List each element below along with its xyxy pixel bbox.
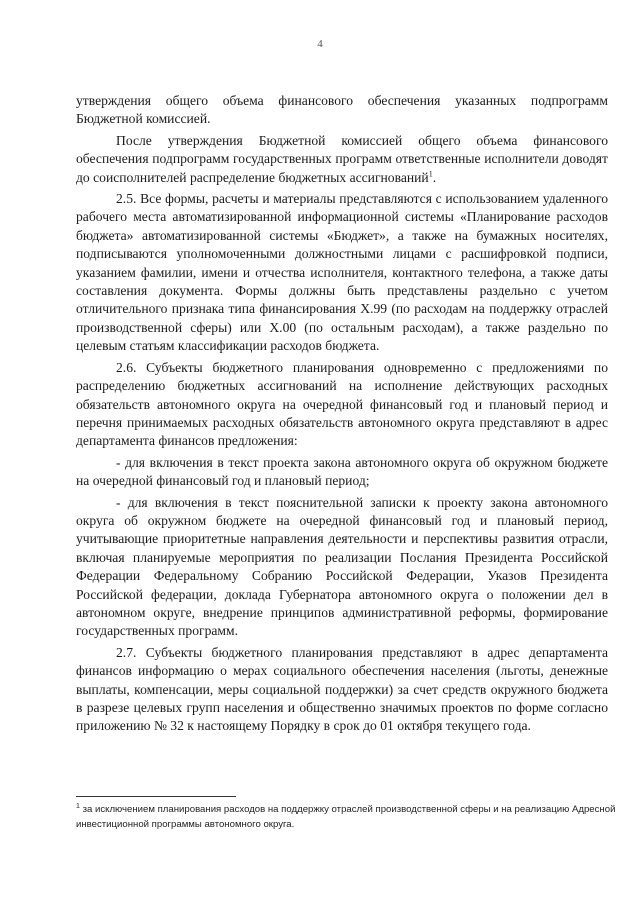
paragraph-2-6: 2.6. Субъекты бюджетного планирования одновременно с предложениями по распределению бюджетных ассигнований на исполнение действующих расходных обязательств автономного округа на очередной финансовый год и плановый период и перечня принимаемых расходных обязательств автономного округа представляют в адрес департамента финансов предложения: [76, 359, 608, 449]
footnote-reference[interactable]: 1 [428, 169, 433, 179]
list-item-law-draft: - для включения в текст проекта закона автономного округа об окружном бюджете на очередной финансовый год и плановый период; [76, 454, 608, 489]
document-body [76, 92, 608, 739]
paragraph-budget-commission: После утверждения Бюджетной комиссией общего объема финансового обеспечения подпрограмм государственных программ ответственные исполнители доводят до соисполнителей распределение бюджетных ассигнований$^1$. [76, 132, 608, 185]
footnote-text: за исключением планирования расходов на поддержку отраслей производственной сферы и на реализацию Адресной инвестиционной программы автономного округа. [76, 804, 616, 830]
footnote-divider [76, 796, 236, 797]
paragraph-2-5: 2.5. Все формы, расчеты и материалы представляются с использованием удаленного рабочего места автоматизированной информационной системы «Планирование расходов бюджета» автоматизированной системы «Бюджет», а также на бумажных носителях, подписываются уполномоченными должностными лицами с расшифровкой подписи, указанием фамилии, имени и отчества исполнителя, контактного телефона, а также даты составления документа. Формы должны быть представлены раздельно с учетом отличительного признака типа финансирования Х.99 (по расходам на поддержку отраслей производственной сферы) или Х.00 (по остальным расходам), а также раздельно по целевым статьям классификации расходов бюджета. [76, 191, 608, 354]
list-item-explanatory-note: - для включения в текст пояснительной записки к проекту закона автономного округа об окружном бюджете на очередной финансовый год и плановый период, учитывающие приоритетные направления деятельности и перспективы развития отрасли, включая планируемые мероприятия по реализации Послания Президента Российской Федерации Федеральному Собранию Российской Федерации, Указов Президента Российской федерации, доклада Губернатора автономного округа о положении дел в автономном округе, внедрение принципов административной реформы, формирование государственных программ. [76, 494, 608, 639]
footnote-marker: 1 [76, 802, 80, 810]
paragraph-text: После утверждения Бюджетной комиссией общего объема финансового обеспечения подпрограмм государственных программ ответственные исполнители доводят до соисполнителей распределение бюджетных ассигнований [76, 132, 608, 185]
paragraph-2-7: 2.7. Субъекты бюджетного планирования представляют в адрес департамента финансов информацию о мерах социального обеспечения населения (льготы, денежные выплаты, компенсации, меры социальной поддержки) за счет средств окружного бюджета в разрезе целевых групп населения и общественно значимых проектов по форме согласно приложению № 32 к настоящему Порядку в срок до 01 октября текущего года. [76, 644, 608, 734]
paragraph-continuation: утверждения общего объема финансового обеспечения указанных подпрограмм Бюджетной комиссией. [76, 93, 608, 127]
footnote [76, 802, 616, 832]
page-number: 4 [317, 38, 323, 50]
